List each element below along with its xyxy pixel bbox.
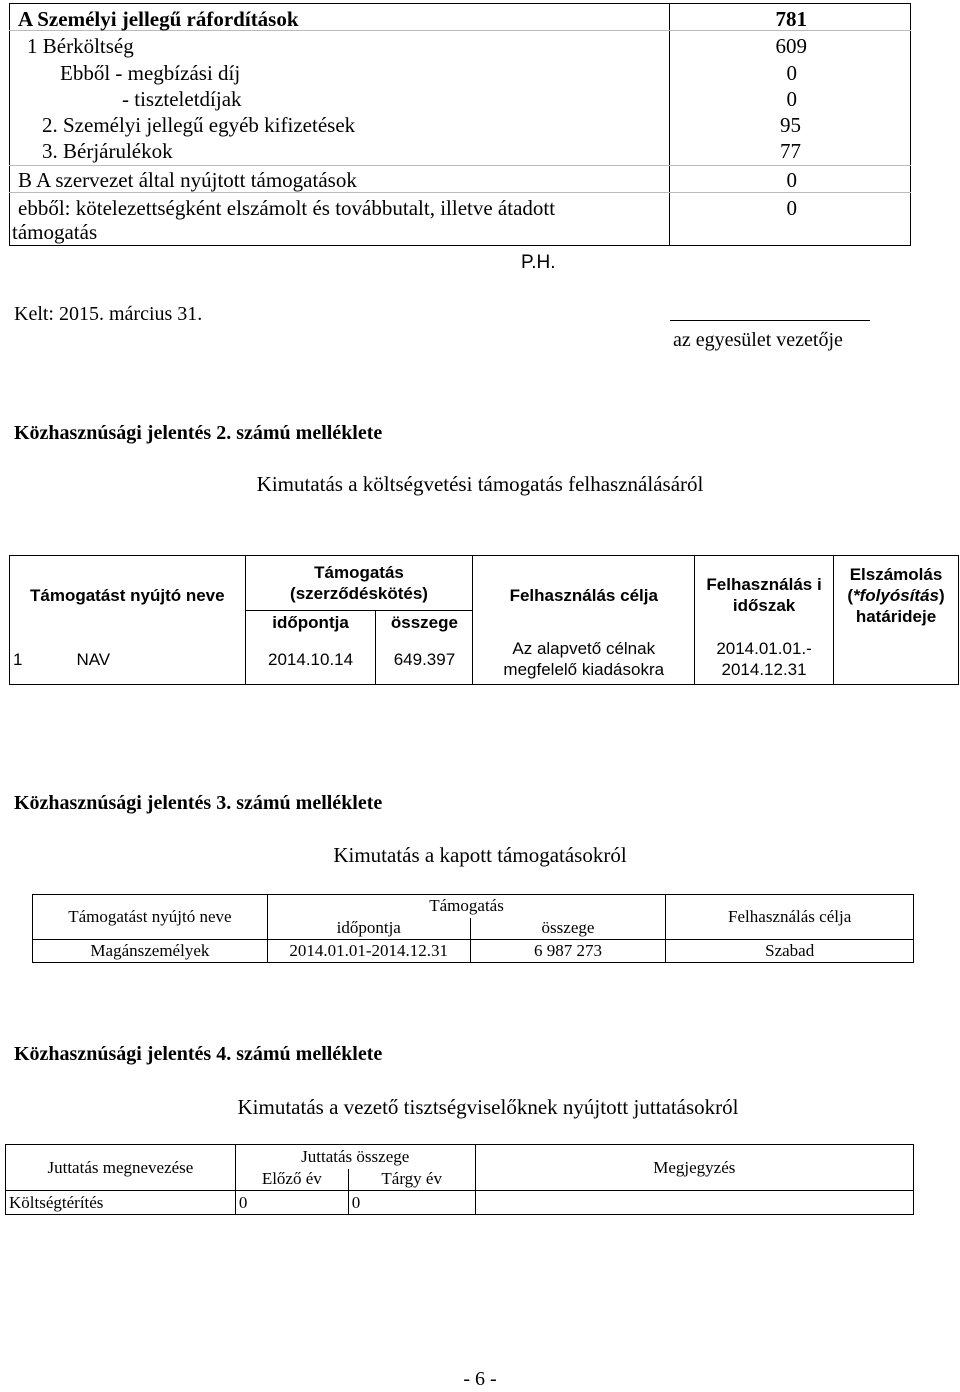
header-prev-year: Előző év xyxy=(235,1169,348,1191)
benefits-table xyxy=(5,1144,914,1215)
cell-note xyxy=(475,1191,913,1215)
cell-date: 2014.10.14 xyxy=(245,635,376,685)
cell-amount: 649.397 xyxy=(376,635,473,685)
value-other-personnel-payments: 95 xyxy=(780,113,801,137)
section-2-title: Közhasznúsági jelentés 2. számú melléklete xyxy=(14,422,383,444)
row-commission-fees: Ebből - megbízási díj xyxy=(60,61,241,85)
stamp-initials: P.H. xyxy=(521,252,556,273)
header-provider: Támogatást nyújtó neve xyxy=(33,895,268,940)
header-amount: összege xyxy=(376,611,473,635)
row-personnel-expenses: A Személyi jellegű ráfordítások xyxy=(18,7,299,31)
header-provider: Támogatást nyújtó neve xyxy=(10,556,246,635)
row-honoraria: - tiszteletdíjak xyxy=(122,87,242,111)
signature-line xyxy=(670,320,870,321)
row-other-personnel-payments: 2. Személyi jellegű egyéb kifizetések xyxy=(42,113,356,137)
header-note: Megjegyzés xyxy=(475,1145,913,1191)
row-supports-given: B A szervezet által nyújtott támogatások xyxy=(18,168,357,192)
cell-date: 2014.01.01-2014.12.31 xyxy=(267,940,470,963)
cell-index: 1 xyxy=(10,635,47,685)
value-commission-fees: 0 xyxy=(786,61,797,85)
value-supports-transferred: 0 xyxy=(786,196,797,220)
cell-name: Költségtérítés xyxy=(6,1191,236,1215)
header-name: Juttatás megnevezése xyxy=(6,1145,236,1191)
issue-date: Kelt: 2015. március 31. xyxy=(14,303,203,325)
header-support: Támogatás (szerződéskötés) xyxy=(245,556,473,611)
header-period: Felhasználás i időszak xyxy=(695,556,834,635)
header-amount: Juttatás összege xyxy=(235,1145,475,1169)
value-wages: 609 xyxy=(775,34,807,58)
cell-prev-year: 0 xyxy=(235,1191,348,1215)
row-wages: 1 Bérköltség xyxy=(27,34,134,58)
header-purpose: Felhasználás célja xyxy=(666,895,914,940)
value-supports-given: 0 xyxy=(786,168,797,192)
budget-support-table xyxy=(9,555,959,685)
cell-amount: 6 987 273 xyxy=(470,940,666,963)
row-supports-transferred: ebből: kötelezettségként elszámolt és továbbutalt, illetve átadott xyxy=(18,196,556,220)
header-date: időpontja xyxy=(267,918,470,940)
section-2-subtitle: Kimutatás a költségvetési támogatás felhasználásáról xyxy=(256,472,704,496)
page-number: - 6 - xyxy=(463,1368,497,1390)
cell-purpose: Szabad xyxy=(666,940,914,963)
header-curr-year: Tárgy év xyxy=(348,1169,475,1191)
value-honoraria: 0 xyxy=(786,87,797,111)
cell-period: 2014.01.01.- 2014.12.31 xyxy=(695,635,834,685)
section-3-subtitle: Kimutatás a kapott támogatásokról xyxy=(333,843,627,867)
signature-label: az egyesület vezetője xyxy=(673,329,843,351)
header-amount: összege xyxy=(470,918,666,940)
received-support-table xyxy=(32,894,914,963)
value-wage-contributions: 77 xyxy=(780,139,801,163)
value-personnel-expenses: 781 xyxy=(775,7,807,31)
header-purpose: Felhasználás célja xyxy=(473,556,695,635)
cell-curr-year: 0 xyxy=(348,1191,475,1215)
cell-purpose: Az alapvető célnak megfelelő kiadásokra xyxy=(473,635,695,685)
section-3-title: Közhasznúsági jelentés 3. számú melléklete xyxy=(14,792,383,814)
section-4-title: Közhasznúsági jelentés 4. számú melléklete xyxy=(14,1043,383,1065)
row-wage-contributions: 3. Bérjárulékok xyxy=(42,139,173,163)
section-4-subtitle: Kimutatás a vezető tisztségviselőknek nyújtott juttatásokról xyxy=(237,1095,739,1119)
cell-provider: Magánszemélyek xyxy=(33,940,268,963)
row-supports-transferred-cont: támogatás xyxy=(12,220,98,244)
header-support: Támogatás xyxy=(267,895,666,918)
cell-provider: NAV xyxy=(46,635,245,685)
header-deadline: Elszámolás (*folyósítás) határideje xyxy=(834,556,959,685)
header-date: időpontja xyxy=(245,611,376,635)
